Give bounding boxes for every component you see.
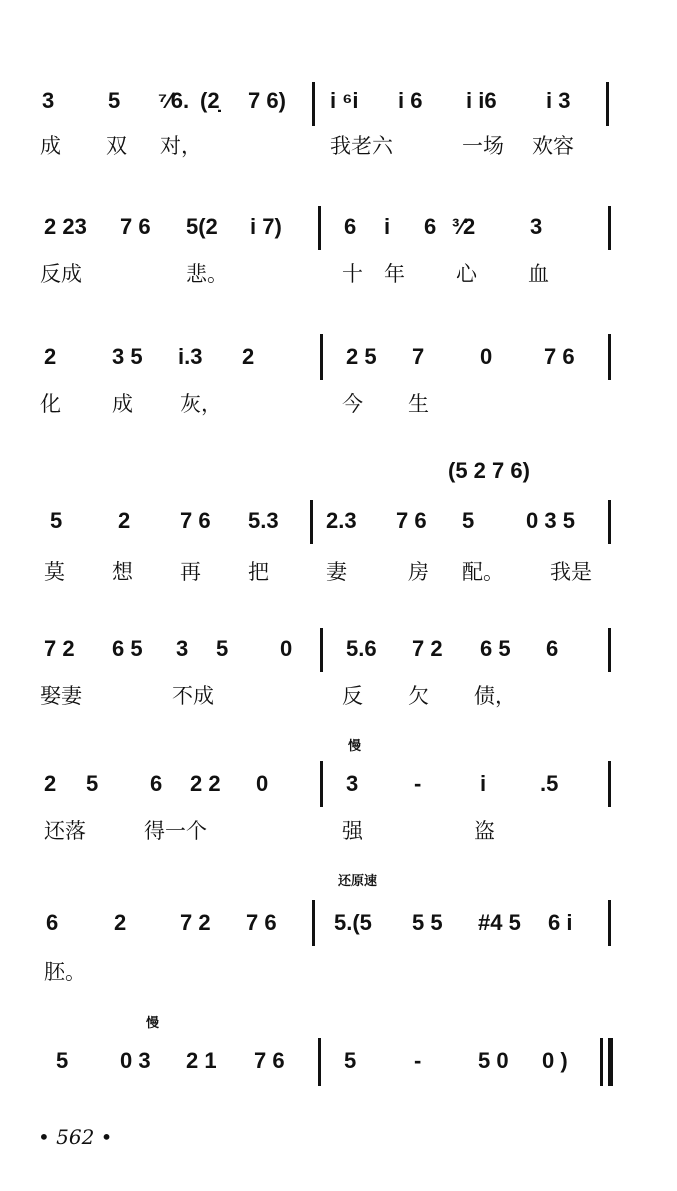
bracketed-notes: (5 2 7 6) <box>448 458 530 483</box>
lyric: 强 <box>342 819 363 843</box>
note: 2 <box>114 910 127 935</box>
lyric-row <box>0 682 677 716</box>
lyric: 还落 <box>44 819 86 843</box>
lyric: 不成 <box>172 684 214 708</box>
note: 7 6 <box>180 508 211 533</box>
lyric: 莫 <box>44 560 65 584</box>
note: 6 <box>46 910 59 935</box>
note: 5(2 <box>186 214 218 239</box>
note: 5 <box>50 508 63 533</box>
lyric-row <box>0 817 677 851</box>
tempo-mark: 慢 <box>348 739 362 754</box>
lyric: 再 <box>180 560 201 584</box>
note: 5.(5 <box>334 910 372 935</box>
barline <box>312 82 315 126</box>
lyric-row <box>0 260 677 294</box>
note: 7 2 <box>180 910 211 935</box>
barline <box>608 500 611 544</box>
lyric: 血 <box>528 262 549 286</box>
note: 6 5 <box>480 636 511 661</box>
barline <box>608 334 611 380</box>
note: i <box>480 771 487 796</box>
note: 6 <box>546 636 559 661</box>
lyric-row <box>0 958 677 992</box>
lyric-row <box>0 558 677 592</box>
barline <box>608 900 611 946</box>
barline <box>606 82 609 126</box>
lyric: 配。 <box>462 560 504 584</box>
barline <box>320 334 323 380</box>
note: 2 <box>118 508 131 533</box>
note: 2.3 <box>326 508 357 533</box>
note: 7 6 <box>396 508 427 533</box>
lyric: 悲。 <box>186 262 228 286</box>
note: 5.6 <box>346 636 377 661</box>
lyric: 对， <box>160 134 202 158</box>
note: #4 5 <box>478 910 521 935</box>
note: i <box>384 214 391 239</box>
note: 0 3 5 <box>526 508 575 533</box>
note: 5 <box>86 771 99 796</box>
lyric: 我老六 <box>330 134 393 158</box>
barline <box>608 761 611 807</box>
note: 2 <box>44 771 57 796</box>
note: ⁷⁄6. <box>158 88 190 113</box>
barline <box>318 1038 321 1086</box>
note: 5 <box>462 508 475 533</box>
lyric: 灰， <box>180 392 222 416</box>
note: 7 <box>412 344 425 369</box>
lyric: 年 <box>384 262 405 286</box>
lyric: 欢容 <box>532 134 574 158</box>
note: i i6 <box>466 88 497 113</box>
barline <box>310 500 313 544</box>
note: 2 <box>242 344 255 369</box>
notation-row <box>0 771 677 805</box>
lyric-row <box>0 132 677 166</box>
note: i.3 <box>178 344 203 369</box>
notation-row <box>0 344 677 378</box>
notation-row <box>0 636 677 670</box>
note: 5 <box>108 88 121 113</box>
lyric: 得一个 <box>144 819 207 843</box>
page-number: • 562 • <box>38 1125 113 1149</box>
lyric: 欠 <box>408 684 429 708</box>
note: .5 <box>540 771 559 796</box>
note: 7 2 <box>412 636 443 661</box>
notation-row <box>0 214 677 248</box>
note: 0 ) <box>542 1048 568 1073</box>
lyric: 想 <box>112 560 133 584</box>
note: 3 <box>530 214 543 239</box>
notation-row <box>0 88 677 122</box>
barline <box>312 900 315 946</box>
tempo-mark: 慢 <box>146 1016 160 1031</box>
lyric: 一场 <box>462 134 504 158</box>
note: 3 <box>42 88 55 113</box>
lyric: 化 <box>40 392 61 416</box>
note: i ⁶i <box>330 88 359 113</box>
note: 6 <box>344 214 357 239</box>
note: 3 5 <box>112 344 143 369</box>
note: 7 6 <box>246 910 277 935</box>
barline <box>318 206 321 250</box>
note: 2 2 <box>190 771 221 796</box>
note: ³⁄2 <box>452 214 476 239</box>
barline <box>608 206 611 250</box>
lyric: 债， <box>474 684 516 708</box>
note: 3 <box>346 771 359 796</box>
note: (2̣ <box>200 88 220 113</box>
note: - <box>414 771 422 796</box>
lyric: 生 <box>408 392 429 416</box>
note: 6 i <box>548 910 573 935</box>
lyric: 十 <box>342 262 363 286</box>
note: - <box>414 1048 422 1073</box>
note: i 7) <box>250 214 282 239</box>
note: 7 6 <box>120 214 151 239</box>
lyric: 妻 <box>326 560 347 584</box>
note: 7 6 <box>254 1048 285 1073</box>
note: 0 <box>280 636 293 661</box>
note: 2 23 <box>44 214 87 239</box>
note: i 3 <box>546 88 571 113</box>
notation-row <box>0 910 677 944</box>
barline <box>608 628 611 672</box>
barline <box>320 628 323 672</box>
note: 0 3 <box>120 1048 151 1073</box>
note: 5 <box>56 1048 69 1073</box>
note: 5 <box>216 636 229 661</box>
notation-row <box>0 1048 677 1082</box>
lyric: 双 <box>106 134 127 158</box>
barline <box>320 761 323 807</box>
final-barline <box>600 1038 603 1086</box>
note: 7 6 <box>544 344 575 369</box>
lyric: 娶妻 <box>40 684 82 708</box>
lyric-row <box>0 390 677 424</box>
lyric: 今 <box>342 392 363 416</box>
note: 5.3 <box>248 508 279 533</box>
lyric: 房 <box>408 560 429 584</box>
note: i 6 <box>398 88 423 113</box>
note: 5 0 <box>478 1048 509 1073</box>
note: 7 2 <box>44 636 75 661</box>
final-barline-thick <box>608 1038 613 1086</box>
note: 0 <box>256 771 269 796</box>
lyric: 成 <box>112 392 133 416</box>
lyric: 反成 <box>40 262 82 286</box>
note: 2 <box>44 344 57 369</box>
lyric: 成 <box>40 134 61 158</box>
lyric: 心 <box>456 262 477 286</box>
note: 6 5 <box>112 636 143 661</box>
lyric: 盗 <box>474 819 495 843</box>
note: 6 <box>150 771 163 796</box>
note: 6 <box>424 214 437 239</box>
lyric: 反 <box>342 684 363 708</box>
note: 5 5 <box>412 910 443 935</box>
note: 3 <box>176 636 189 661</box>
lyric: 胚。 <box>44 960 86 984</box>
note: 7 6) <box>248 88 286 113</box>
note: 0 <box>480 344 493 369</box>
lyric: 我是 <box>550 560 592 584</box>
note: 2 5 <box>346 344 377 369</box>
lyric: 把 <box>248 560 269 584</box>
note: 5 <box>344 1048 357 1073</box>
notation-row <box>0 508 677 542</box>
note: 2 1 <box>186 1048 217 1073</box>
tempo-mark: 还原速 <box>338 874 378 889</box>
